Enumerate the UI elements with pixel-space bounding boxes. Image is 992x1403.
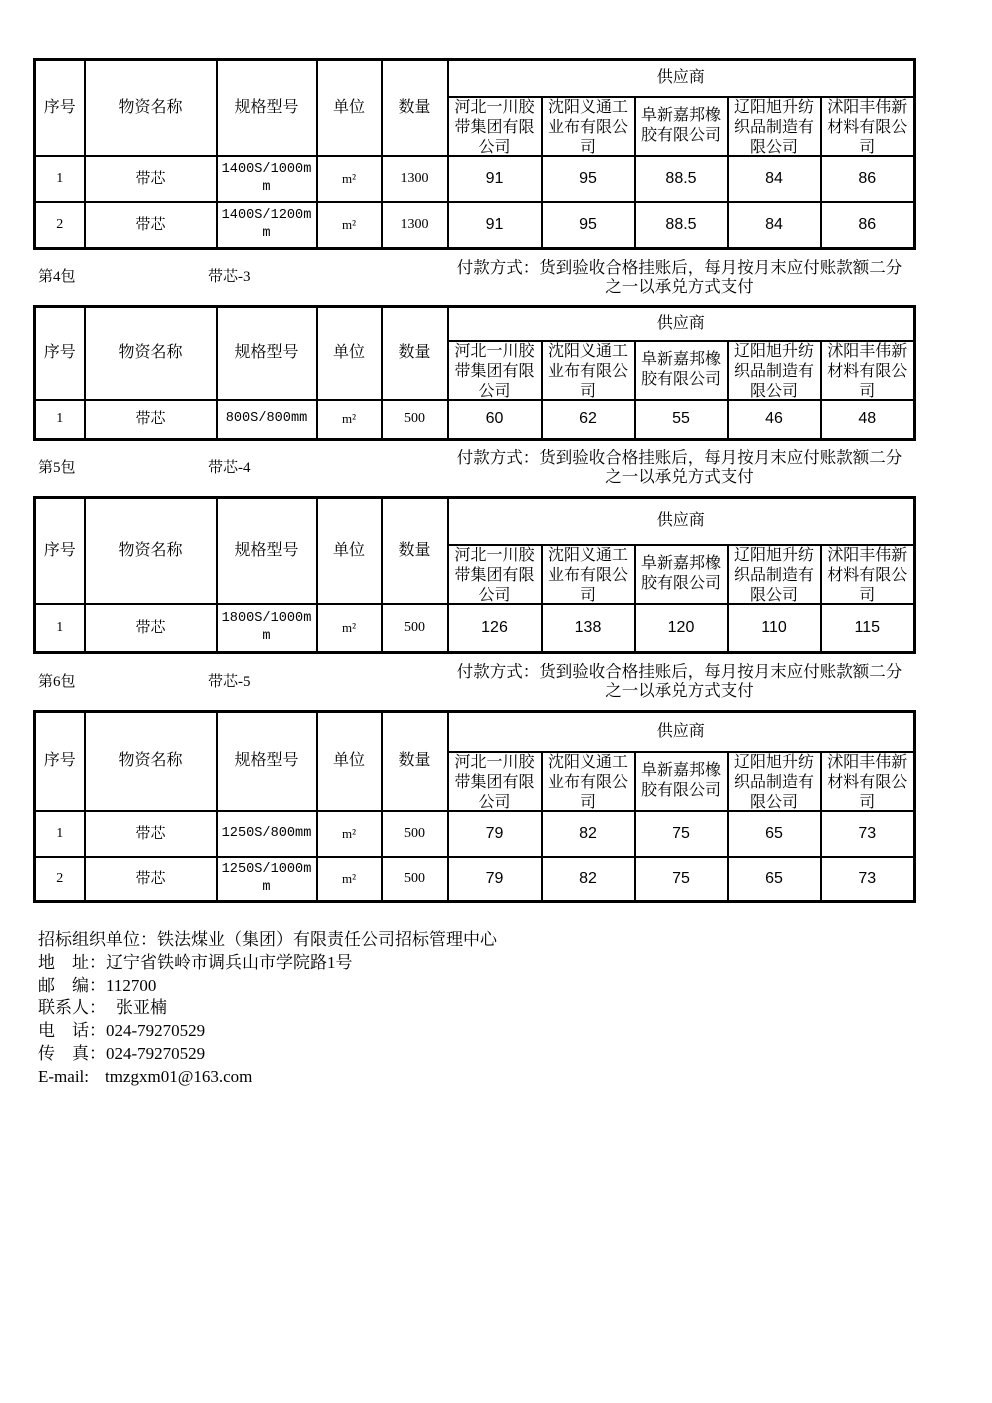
cell-price-supplier-1: 91 <box>448 156 542 202</box>
cell-price-supplier-2: 95 <box>542 202 635 249</box>
cell-spec: 800S/800mm <box>217 400 317 440</box>
cell-price-supplier-5: 73 <box>821 857 915 902</box>
cell-price-supplier-1: 126 <box>448 604 542 653</box>
cell-no: 1 <box>35 604 85 653</box>
header-suppliers: 供应商 <box>448 712 915 752</box>
header-unit: 单位 <box>317 307 382 400</box>
header-row <box>35 712 915 752</box>
email-label: E-mail: <box>38 1066 89 1086</box>
package-label: 第5包 <box>38 460 76 476</box>
supplier-3-cell <box>635 97 728 156</box>
supplier-5-name: 沭阳丰伟新材料有限公司 <box>827 753 908 810</box>
supplier-2-name: 沈阳义通工业布有限公司 <box>548 98 628 155</box>
supplier-1-cell <box>448 341 542 400</box>
supplier-5-cell <box>821 545 915 604</box>
supplier-3-cell <box>635 545 728 604</box>
payment-terms-text: 付款方式：货到验收合格挂账后，每月按月末应付账款额二分之一以承兑方式支付 <box>456 258 903 296</box>
header-material-name: 物资名称 <box>85 60 217 156</box>
cell-price-supplier-4: 46 <box>728 400 821 440</box>
cell-material-name: 带芯 <box>85 604 217 653</box>
package-label: 第6包 <box>38 674 76 690</box>
cell-price-supplier-2: 138 <box>542 604 635 653</box>
header-spec: 规格型号 <box>217 307 317 400</box>
address-line <box>38 952 738 975</box>
phone-label: 电 话： <box>38 1021 106 1041</box>
cell-price-supplier-5: 86 <box>821 156 915 202</box>
cell-price-supplier-1: 79 <box>448 857 542 902</box>
table-row <box>35 202 915 249</box>
header-no: 序号 <box>35 60 85 156</box>
cell-price-supplier-2: 82 <box>542 857 635 902</box>
cell-unit: m² <box>317 604 382 653</box>
cell-quantity: 1300 <box>382 202 448 249</box>
supplier-5-cell <box>821 752 915 811</box>
cell-unit: m² <box>317 156 382 202</box>
supplier-3-name: 阜新嘉邦橡胶有限公司 <box>641 107 721 144</box>
cell-unit: m² <box>317 400 382 440</box>
cell-price-supplier-1: 79 <box>448 811 542 857</box>
price-table-package-5 <box>33 496 916 654</box>
cell-material-name: 带芯 <box>85 400 217 440</box>
cell-price-supplier-5: 73 <box>821 811 915 857</box>
cell-price-supplier-2: 95 <box>542 156 635 202</box>
header-material-name: 物资名称 <box>85 712 217 811</box>
cell-no: 2 <box>35 202 85 249</box>
price-table-package-6 <box>33 710 916 903</box>
package-item-name: 带芯-4 <box>208 460 251 476</box>
table-row <box>35 857 915 902</box>
postcode-value: 112700 <box>106 975 157 995</box>
header-material-name: 物资名称 <box>85 307 217 400</box>
supplier-2-cell <box>542 341 635 400</box>
organizer-value: 铁法煤业（集团）有限责任公司招标管理中心 <box>157 930 497 949</box>
header-quantity: 数量 <box>382 307 448 400</box>
supplier-4-name: 辽阳旭升纺织品制造有限公司 <box>734 98 814 155</box>
cell-price-supplier-4: 110 <box>728 604 821 653</box>
cell-price-supplier-4: 65 <box>728 857 821 902</box>
header-spec: 规格型号 <box>217 712 317 811</box>
cell-quantity: 500 <box>382 811 448 857</box>
table-row <box>35 604 915 653</box>
cell-spec: 1400S/1200mm <box>217 202 317 249</box>
supplier-5-cell <box>821 341 915 400</box>
cell-no: 1 <box>35 811 85 857</box>
supplier-3-name: 阜新嘉邦橡胶有限公司 <box>641 762 721 799</box>
cell-price-supplier-3: 75 <box>635 857 728 902</box>
cell-material-name: 带芯 <box>85 202 217 249</box>
supplier-4-name: 辽阳旭升纺织品制造有限公司 <box>734 753 814 810</box>
address-value: 辽宁省铁岭市调兵山市学院路1号 <box>106 952 353 972</box>
supplier-4-name: 辽阳旭升纺织品制造有限公司 <box>734 342 814 399</box>
cell-spec: 1400S/1000mm <box>217 156 317 202</box>
supplier-3-name: 阜新嘉邦橡胶有限公司 <box>641 351 721 388</box>
supplier-1-name: 河北一川胶带集团有限公司 <box>454 98 535 155</box>
header-unit: 单位 <box>317 60 382 156</box>
cell-price-supplier-5: 115 <box>821 604 915 653</box>
fax-value: 024-79270529 <box>106 1043 206 1063</box>
header-suppliers: 供应商 <box>448 498 915 545</box>
header-no: 序号 <box>35 498 85 604</box>
package-item-name: 带芯-5 <box>208 674 251 690</box>
fax-label: 传 真： <box>38 1043 106 1063</box>
cell-price-supplier-2: 82 <box>542 811 635 857</box>
header-spec: 规格型号 <box>217 60 317 156</box>
supplier-2-cell <box>542 752 635 811</box>
header-suppliers: 供应商 <box>448 60 915 97</box>
header-row <box>35 498 915 545</box>
cell-material-name: 带芯 <box>85 156 217 202</box>
supplier-4-cell <box>728 341 821 400</box>
table-row <box>35 156 915 202</box>
supplier-2-cell <box>542 545 635 604</box>
cell-unit: m² <box>317 202 382 249</box>
email-line <box>38 1066 738 1089</box>
payment-terms-text: 付款方式：货到验收合格挂账后，每月按月末应付账款额二分之一以承兑方式支付 <box>456 662 903 700</box>
payment-terms-text: 付款方式：货到验收合格挂账后，每月按月末应付账款额二分之一以承兑方式支付 <box>456 448 903 486</box>
supplier-2-name: 沈阳义通工业布有限公司 <box>548 342 628 399</box>
fax-line <box>38 1043 738 1066</box>
cell-price-supplier-3: 55 <box>635 400 728 440</box>
supplier-5-name: 沭阳丰伟新材料有限公司 <box>827 546 908 603</box>
supplier-1-cell <box>448 97 542 156</box>
cell-price-supplier-1: 91 <box>448 202 542 249</box>
supplier-5-name: 沭阳丰伟新材料有限公司 <box>827 98 908 155</box>
header-no: 序号 <box>35 712 85 811</box>
supplier-1-name: 河北一川胶带集团有限公司 <box>454 342 535 399</box>
cell-unit: m² <box>317 857 382 902</box>
header-quantity: 数量 <box>382 498 448 604</box>
cell-price-supplier-2: 62 <box>542 400 635 440</box>
supplier-4-cell <box>728 545 821 604</box>
cell-spec: 1250S/1000mm <box>217 857 317 902</box>
contact-line <box>38 997 738 1020</box>
supplier-5-name: 沭阳丰伟新材料有限公司 <box>827 342 908 399</box>
cell-quantity: 500 <box>382 400 448 440</box>
supplier-3-cell <box>635 752 728 811</box>
contact-info <box>38 929 738 1089</box>
organizer-label: 招标组织单位： <box>38 930 157 949</box>
supplier-1-cell <box>448 545 542 604</box>
package-item-name: 带芯-3 <box>208 269 251 285</box>
cell-price-supplier-3: 88.5 <box>635 202 728 249</box>
cell-price-supplier-1: 60 <box>448 400 542 440</box>
cell-unit: m² <box>317 811 382 857</box>
cell-spec: 1800S/1000mm <box>217 604 317 653</box>
email-value: tmzgxm01@163.com <box>104 1066 253 1086</box>
organizer-line <box>38 929 738 952</box>
cell-material-name: 带芯 <box>85 811 217 857</box>
cell-price-supplier-4: 65 <box>728 811 821 857</box>
cell-price-supplier-5: 48 <box>821 400 915 440</box>
header-quantity: 数量 <box>382 60 448 156</box>
header-quantity: 数量 <box>382 712 448 811</box>
cell-price-supplier-3: 120 <box>635 604 728 653</box>
phone-value: 024-79270529 <box>106 1021 206 1041</box>
table-row <box>35 811 915 857</box>
package-label: 第4包 <box>38 269 76 285</box>
price-table-package-4 <box>33 305 916 441</box>
supplier-3-name: 阜新嘉邦橡胶有限公司 <box>641 555 721 592</box>
header-spec: 规格型号 <box>217 498 317 604</box>
payment-terms <box>446 448 913 486</box>
supplier-3-cell <box>635 341 728 400</box>
supplier-1-name: 河北一川胶带集团有限公司 <box>454 753 535 810</box>
cell-no: 1 <box>35 156 85 202</box>
cell-quantity: 500 <box>382 604 448 653</box>
header-no: 序号 <box>35 307 85 400</box>
cell-quantity: 500 <box>382 857 448 902</box>
postcode-label: 邮 编： <box>38 975 106 995</box>
supplier-1-name: 河北一川胶带集团有限公司 <box>454 546 535 603</box>
header-row <box>35 60 915 97</box>
payment-terms <box>446 258 913 296</box>
cell-no: 2 <box>35 857 85 902</box>
cell-price-supplier-4: 84 <box>728 202 821 249</box>
header-unit: 单位 <box>317 712 382 811</box>
cell-price-supplier-5: 86 <box>821 202 915 249</box>
supplier-1-cell <box>448 752 542 811</box>
cell-no: 1 <box>35 400 85 440</box>
supplier-4-name: 辽阳旭升纺织品制造有限公司 <box>734 546 814 603</box>
supplier-5-cell <box>821 97 915 156</box>
address-label: 地 址： <box>38 952 106 972</box>
price-table-continued <box>33 58 916 250</box>
supplier-4-cell <box>728 752 821 811</box>
phone-line <box>38 1020 738 1043</box>
table-row <box>35 400 915 440</box>
contact-label: 联系人： <box>38 998 106 1018</box>
supplier-2-name: 沈阳义通工业布有限公司 <box>548 546 628 603</box>
supplier-2-name: 沈阳义通工业布有限公司 <box>548 753 628 810</box>
header-row <box>35 307 915 341</box>
cell-price-supplier-4: 84 <box>728 156 821 202</box>
postcode-line <box>38 975 738 998</box>
cell-material-name: 带芯 <box>85 857 217 902</box>
supplier-2-cell <box>542 97 635 156</box>
payment-terms <box>446 662 913 700</box>
cell-price-supplier-3: 75 <box>635 811 728 857</box>
header-unit: 单位 <box>317 498 382 604</box>
cell-price-supplier-3: 88.5 <box>635 156 728 202</box>
cell-spec: 1250S/800mm <box>217 811 317 857</box>
supplier-4-cell <box>728 97 821 156</box>
header-material-name: 物资名称 <box>85 498 217 604</box>
header-suppliers: 供应商 <box>448 307 915 341</box>
cell-quantity: 1300 <box>382 156 448 202</box>
contact-value: 张亚楠 <box>116 998 167 1018</box>
